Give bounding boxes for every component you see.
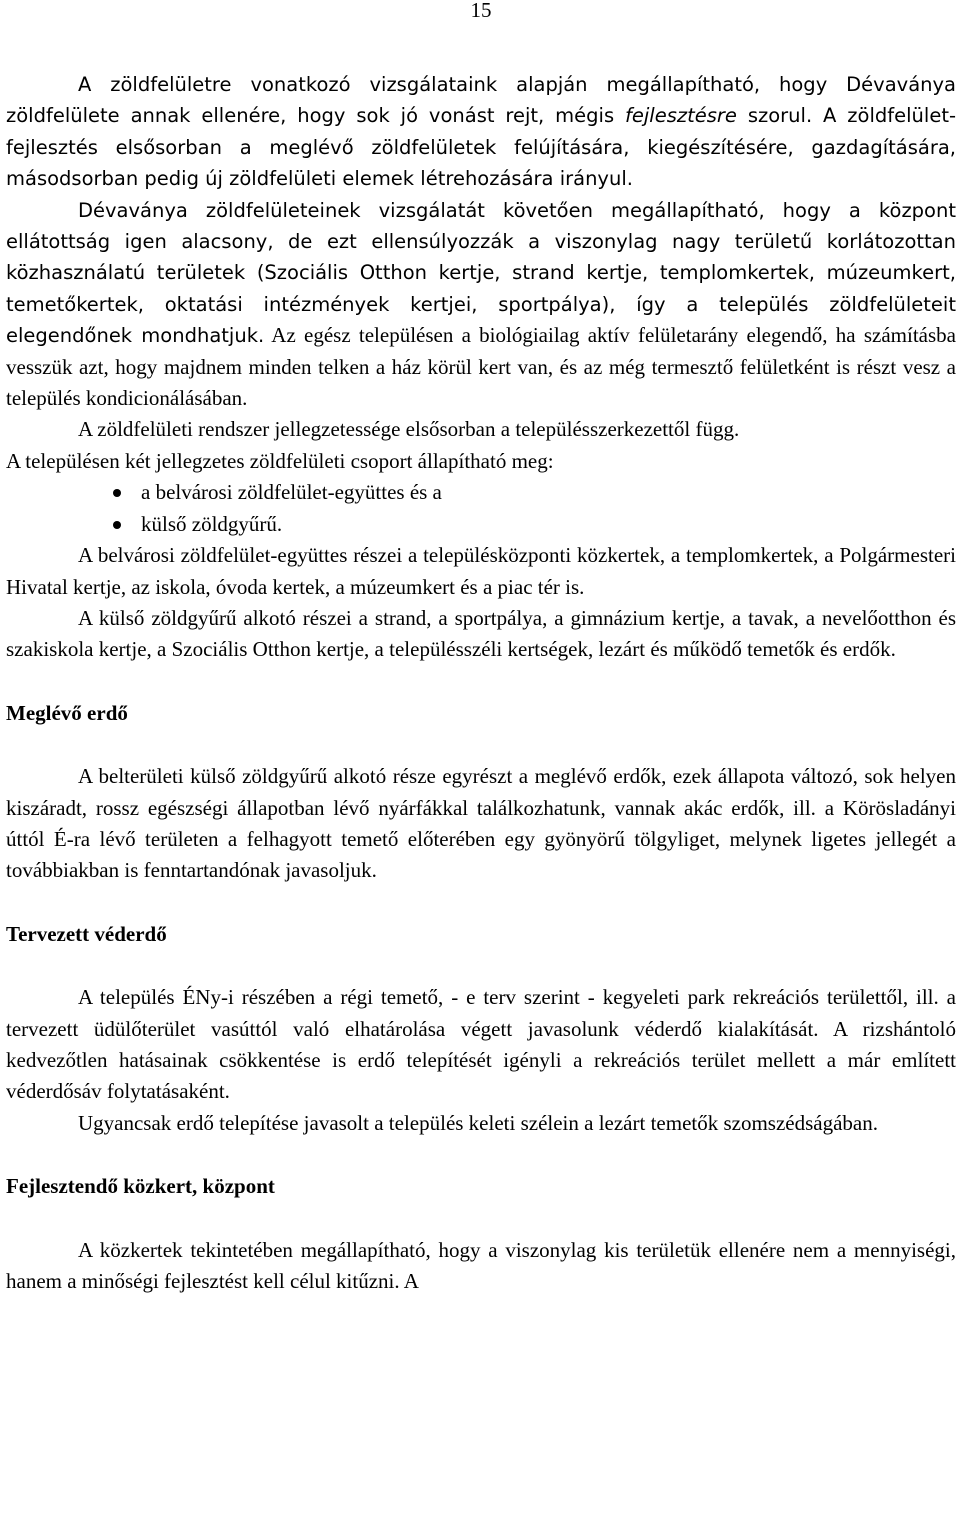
paragraph-eastern-edge: Ugyancsak erdő telepítése javasolt a település keleti szélein a lezárt temetők szomszédságában. — [78, 1110, 878, 1135]
paragraph-planned-protective-forest: A település ÉNy-i részében a régi temető, - e terv szerint - kegyeleti park rekreációs területtől, ill. a tervezett üdülőterület vasúttól való elhatárolása végett javasolunk véderdő kialakítását. A rizshántoló kedvezőtlen hatásainak csökkentése is erdő telepítését igényli a rekreációs terület mellett a már említett véderdősáv folytatásaként. — [6, 985, 956, 1104]
paragraph-structure: A zöldfelületi rendszer jellegzetessége elsősorban a településszerkezettől függ. — [78, 417, 740, 442]
list-item-text: külső zöldgyűrű. — [141, 511, 283, 536]
paragraph-green-surface-intro — [6, 69, 956, 195]
paragraph-devavanya-assessment — [6, 195, 956, 415]
list-item-text: a belvárosi zöldfelület-együttes és a — [141, 480, 442, 505]
bullet-icon — [113, 521, 121, 529]
emphasized-text: fejlesztésre — [625, 104, 737, 128]
bullet-icon — [113, 489, 121, 497]
paragraph-downtown-ensemble: A belvárosi zöldfelület-együttes részei a településközponti közkertek, a templomkertek, a Polgármesteri Hivatal kertje, az iskola, óvoda kertek, a múzeumkert és a piac tér is. — [6, 543, 956, 599]
page-content — [6, 69, 956, 1297]
list-item — [6, 509, 956, 540]
bullet-list — [6, 477, 956, 540]
paragraph-text: Dévaványa zöldfelületeinek vizsgálatát követően megállapítható, hogy a központ ellátottság igen alacsony, de ezt ellensúlyozzák a viszonylag nagy területű korlátozottan közhasználatú területek (Szociális Otthon kertje, strand kertje, templomkertek, múzeumkert, temetőkertek, oktatási intézmények kertjei, sportpálya), így a település zöldfelületeit elegendőnek mondhatjuk. — [6, 198, 956, 348]
heading-public-garden-development: Fejlesztendő közkert, központ — [6, 1174, 275, 1199]
paragraph-text: Az egész településen a biológiailag aktív felületarány elegendő, ha számításba vesszük azt, hogy majdnem minden telken a ház körül kert van, és az még termesztő felületként is részt vesz a település kondicionálásában. — [6, 323, 956, 411]
paragraph-outer-ring: A külső zöldgyűrű alkotó részei a strand, a sportpálya, a gimnázium kertje, a tavak, a nevelőotthon és szakiskola kertje, a Szociális Otthon kertje, a településszéli kertségek, lezárt és működő temetők és erdők. — [6, 605, 956, 662]
list-item — [6, 477, 956, 508]
paragraph-text: szorul. A zöldfelület-fejlesztés elsősorban a meglévő zöldfelületek felújítására, kiegészítésére, gazdagítására, másodsorban pedig új zöldfelületi elemek létrehozására irányul. — [6, 104, 956, 191]
paragraph-groups: A településen két jellegzetes zöldfelületi csoport állapítható meg: — [6, 448, 554, 473]
heading-planned-protective-forest: Tervezett véderdő — [6, 921, 167, 946]
page-number: 15 — [470, 0, 492, 22]
paragraph-existing-forest: A belterületi külső zöldgyűrű alkotó része egyrészt a meglévő erdők, ezek állapota változó, sok helyen kiszáradt, rossz egészségi állapotban lévő nyárfákkal találkozhatunk, vannak akác erdők, ill. a Körösladányi úttól É-ra lévő területen a felhagyott temető előterében egy gyönyörű tölgyliget, melynek ligetes jellegét a továbbiakban is fenntartandónak javasoljuk. — [6, 764, 956, 883]
heading-existing-forest: Meglévő erdő — [6, 700, 128, 725]
paragraph-public-gardens: A közkertek tekintetében megállapítható, hogy a viszonylag kis területük ellenére nem a mennyiségi, hanem a minőségi fejlesztést kell célul kitűzni. A — [6, 1237, 956, 1293]
paragraph-text: A zöldfelületre vonatkozó vizsgálataink alapján megállapítható, hogy Dévaványa zöldfelülete annak ellenére, hogy sok jó vonást rejt, mégis — [6, 73, 956, 128]
